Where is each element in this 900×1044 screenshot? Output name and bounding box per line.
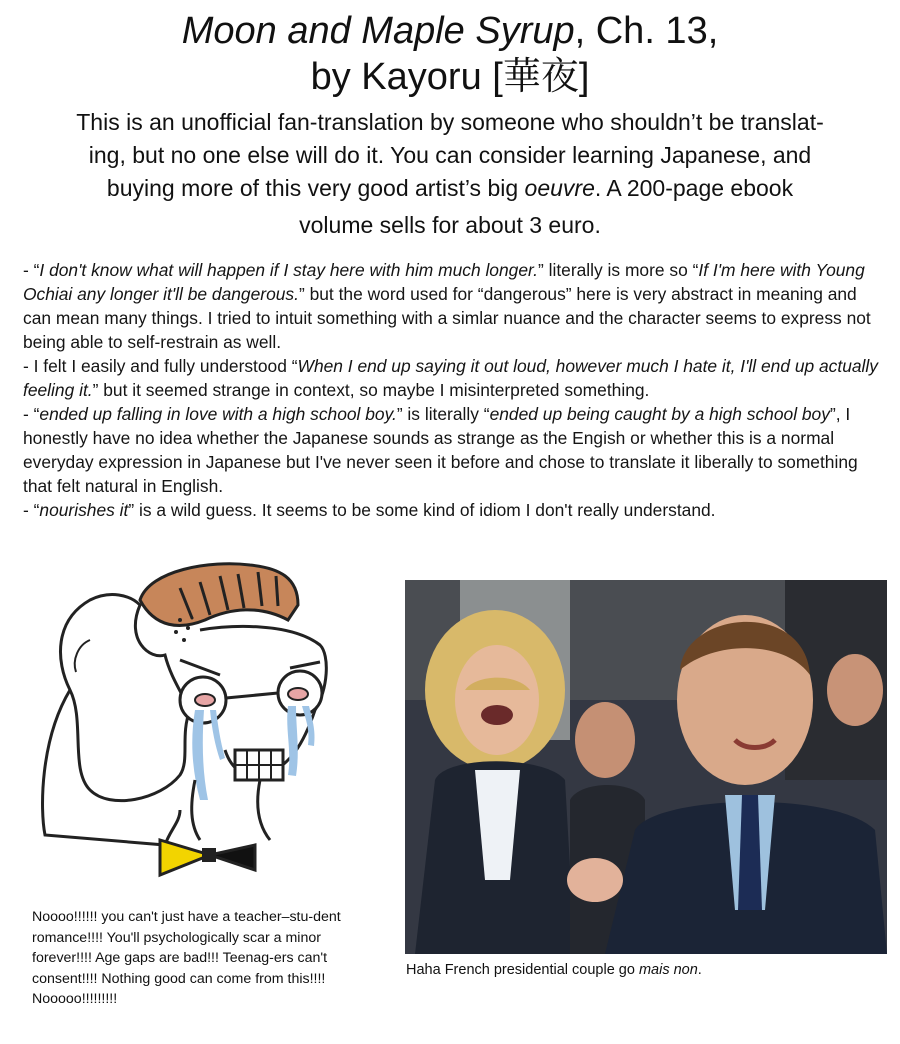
translation-notes [23, 258, 889, 522]
photo-smiling-couple-icon [405, 580, 887, 954]
note-item: - “ended up falling in love with a high school boy.” is literally “ended up being caught by a high school boy”, I honestly have no idea whether the Japanese sounds as strange as the Engish or whether this is a normal everyday expression in Japanese but I've never seen it before and chose to translate it liberally to something that felt natural in English. [23, 404, 858, 496]
title-line-1 [0, 8, 900, 54]
right-caption [406, 960, 886, 980]
intro-line-4: volume sells for about 3 euro. [299, 212, 601, 238]
series-title: Moon and Maple Syrup [181, 10, 575, 52]
caption-text: . [697, 962, 702, 978]
note-item: - “I don't know what will happen if I stay here with him much longer.” literally is more so “If I'm here with Young Ochiai any longer it'll be dangerous.” but the word used for “dangerous” here is very abstract in meaning and can mean many things. I tried to intuit something with a simlar nuance and the character seems to express not being able to self-restrain as well. [23, 260, 871, 352]
page-title [0, 8, 900, 100]
left-caption: Noooo!!!!!! you can't just have a teacher–stu-dent romance!!!! You'll psychologically scar a minor forever!!!! Age gaps are bad!!! Teenag-ers can't consent!!!! Nothing good can come from this!!!! Nooooo!!!!!!!!! [32, 909, 341, 1007]
couple-photo [405, 580, 887, 954]
byline: by Kayoru [華夜] [310, 56, 590, 98]
intro-line-3 [18, 172, 882, 205]
crying-wojak-drawing [30, 560, 380, 900]
intro-line-2: ing, but no one else will do it. You can consider learning Japanese, and [88, 142, 812, 168]
intro-text: buying more of this very good artist’s big [106, 175, 525, 201]
caption-emphasis: mais non [638, 962, 698, 978]
chapter-label: , Ch. 13, [574, 10, 719, 52]
intro-line-1: This is an unofficial fan-translation by someone who shouldn’t be translat- [76, 109, 824, 135]
note-item: - I felt I easily and fully understood “When I end up saying it out loud, however much I hate it, I'll end up actually feeling it.” but it seemed strange in context, so maybe I misinterpreted something. [23, 356, 878, 400]
intro-text: . A 200-page ebook [594, 175, 794, 201]
note-item: - “nourishes it” is a wild guess. It seems to be some kind of idiom I don't really understand. [23, 500, 716, 520]
oeuvre-word: oeuvre [524, 175, 595, 201]
caption-text: Haha French presidential couple go [406, 962, 639, 978]
intro-paragraph [18, 106, 882, 242]
